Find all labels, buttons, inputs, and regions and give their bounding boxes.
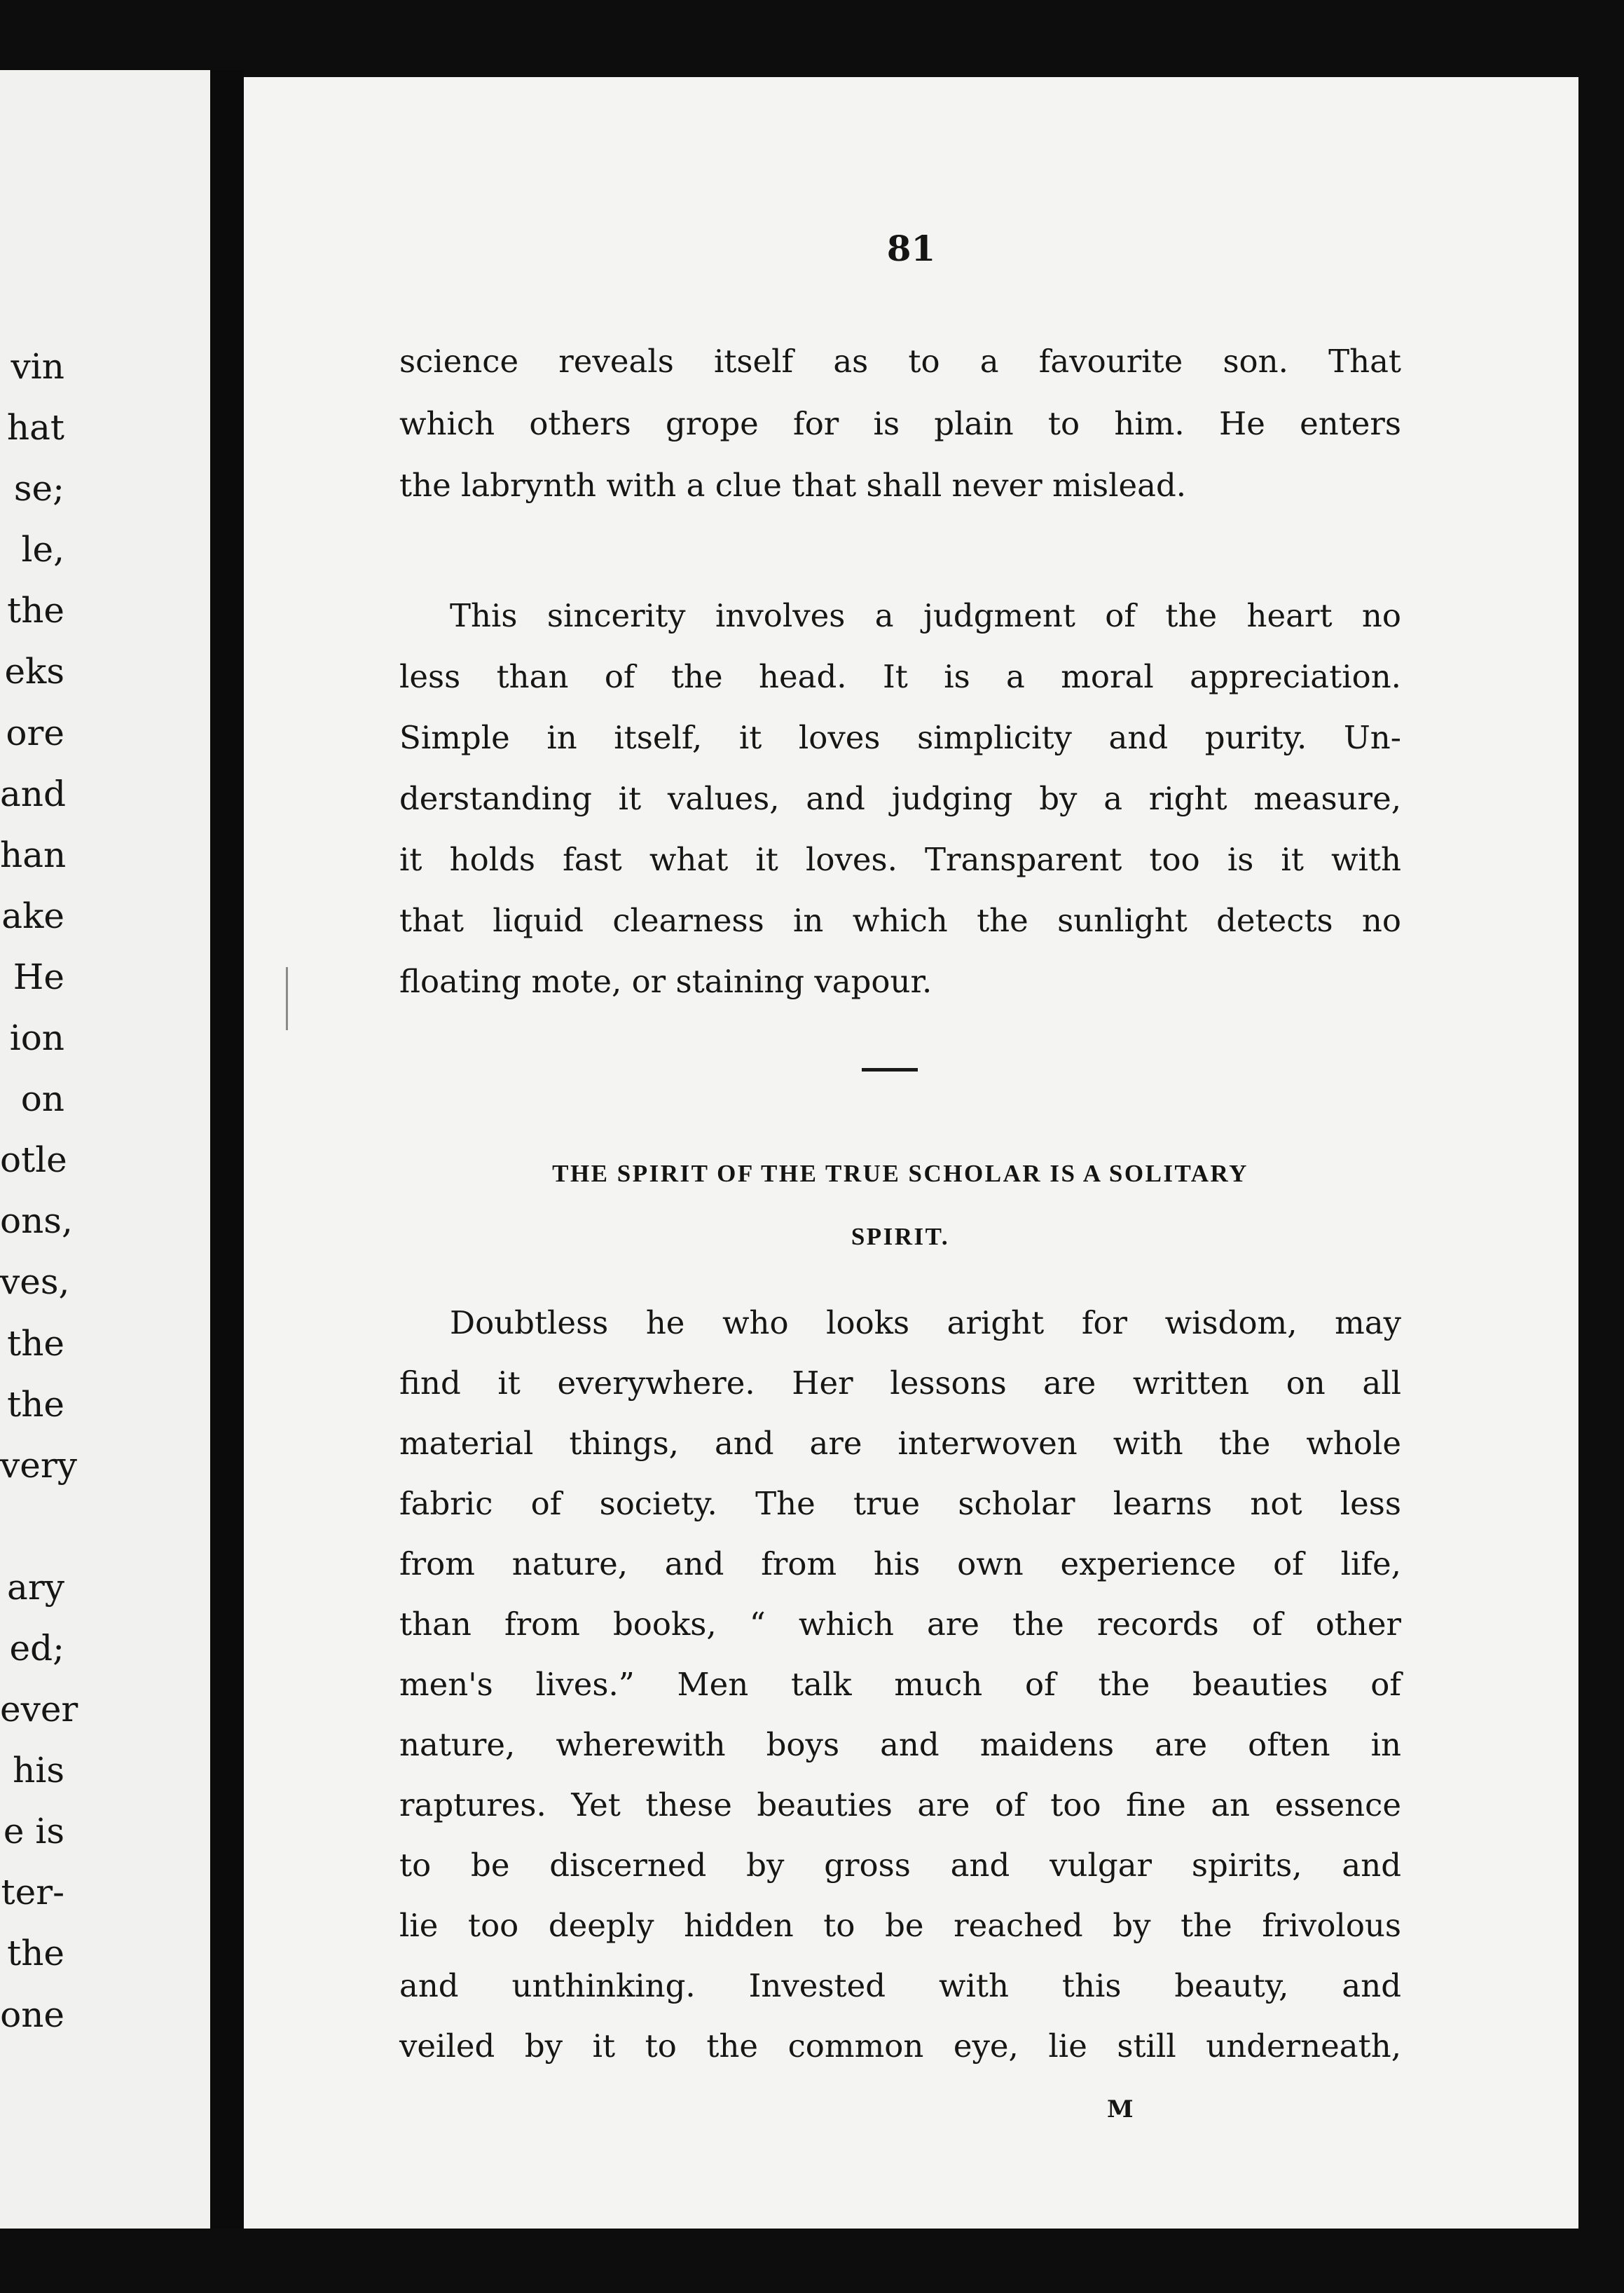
left-fragment: ake	[1, 895, 64, 936]
text-line: floating mote, or staining vapour.	[399, 963, 933, 1000]
paragraph-sincerity	[399, 585, 1401, 1012]
text-line: derstanding it values, and judging by a right measure,	[399, 780, 1401, 817]
paragraph-wisdom	[399, 1293, 1401, 2076]
text-line: to be discerned by gross and vulgar spirits, and	[399, 1847, 1401, 1884]
left-fragment: the	[7, 1322, 64, 1364]
left-fragment: hat	[6, 407, 64, 449]
heading-line: THE SPIRIT OF THE TRUE SCHOLAR IS A SOLITARY	[552, 1160, 1248, 1187]
text-line: it holds fast what it loves. Transparent too is it with	[399, 841, 1401, 878]
left-fragment: ary	[7, 1566, 64, 1608]
margin-pencil-mark	[286, 967, 288, 1030]
text-line: This sincerity involves a judgment of the heart no	[450, 597, 1401, 634]
left-fragment: his	[13, 1750, 64, 1791]
left-fragment: ore	[6, 712, 64, 753]
left-fragment: and	[0, 773, 67, 814]
heading-line: SPIRIT.	[851, 1223, 950, 1250]
left-page	[0, 70, 210, 2229]
text-line: that liquid clearness in which the sunlight detects no	[399, 902, 1401, 939]
paragraph-continuation	[399, 331, 1401, 517]
left-fragment: ons,	[0, 1200, 73, 1242]
text-line: Doubtless he who looks aright for wisdom, may	[450, 1304, 1401, 1341]
left-fragment: ed;	[9, 1627, 64, 1669]
text-line: find it everywhere. Her lessons are written on all	[399, 1364, 1401, 1402]
printer-signature-mark: M	[1107, 2095, 1134, 2123]
left-fragment: eks	[4, 651, 64, 692]
left-fragment	[0, 1496, 64, 1557]
left-fragment: the	[7, 1383, 64, 1425]
left-page-text-fragments	[0, 336, 78, 2046]
left-fragment: the	[7, 590, 64, 631]
book-gutter	[210, 70, 244, 2229]
text-line: than from books, “ which are the records of other	[399, 1606, 1401, 1643]
left-fragment: ion	[9, 1018, 64, 1059]
left-fragment: one	[0, 1994, 64, 2035]
section-divider-rule	[862, 1068, 918, 1072]
left-fragment: otle	[0, 1139, 67, 1181]
text-line: lie too deeply hidden to be reached by the frivolous	[399, 1907, 1401, 1944]
text-line: nature, wherewith boys and maidens are often in	[399, 1726, 1401, 1763]
left-fragment: e is	[3, 1811, 64, 1852]
left-fragment: He	[13, 956, 64, 997]
text-line: Simple in itself, it loves simplicity and purity. Un-	[399, 719, 1401, 756]
left-fragment: han	[0, 834, 67, 875]
left-fragment: the	[7, 1933, 64, 1974]
text-line: raptures. Yet these beauties are of too fine an essence	[399, 1786, 1401, 1823]
page-number: 81	[886, 228, 936, 269]
left-fragment: ever	[0, 1689, 78, 1730]
left-fragment: se;	[13, 468, 64, 509]
left-fragment: ves,	[0, 1261, 70, 1303]
left-fragment: ter-	[1, 1872, 64, 1913]
section-heading	[399, 1142, 1401, 1268]
right-page	[244, 77, 1578, 2229]
left-fragment: vin	[11, 346, 64, 387]
text-line: fabric of society. The true scholar learns not less	[399, 1485, 1401, 1522]
text-line: less than of the head. It is a moral appreciation.	[399, 658, 1401, 695]
left-fragment: on	[20, 1079, 64, 1120]
text-line: from nature, and from his own experience of life,	[399, 1545, 1401, 1582]
text-line: material things, and are interwoven with the whole	[399, 1425, 1401, 1462]
text-line: the labrynth with a clue that shall never mislead.	[399, 467, 1187, 504]
text-line: men's lives.” Men talk much of the beauties of	[399, 1666, 1401, 1703]
text-line: science reveals itself as to a favourite son. That	[399, 343, 1401, 380]
text-line: which others grope for is plain to him. He enters	[399, 404, 1401, 442]
left-fragment: very	[0, 1444, 77, 1486]
left-fragment: le,	[21, 529, 64, 570]
text-line: veiled by it to the common eye, lie still underneath,	[399, 2027, 1401, 2065]
text-line: and unthinking. Invested with this beauty, and	[399, 1967, 1401, 2004]
